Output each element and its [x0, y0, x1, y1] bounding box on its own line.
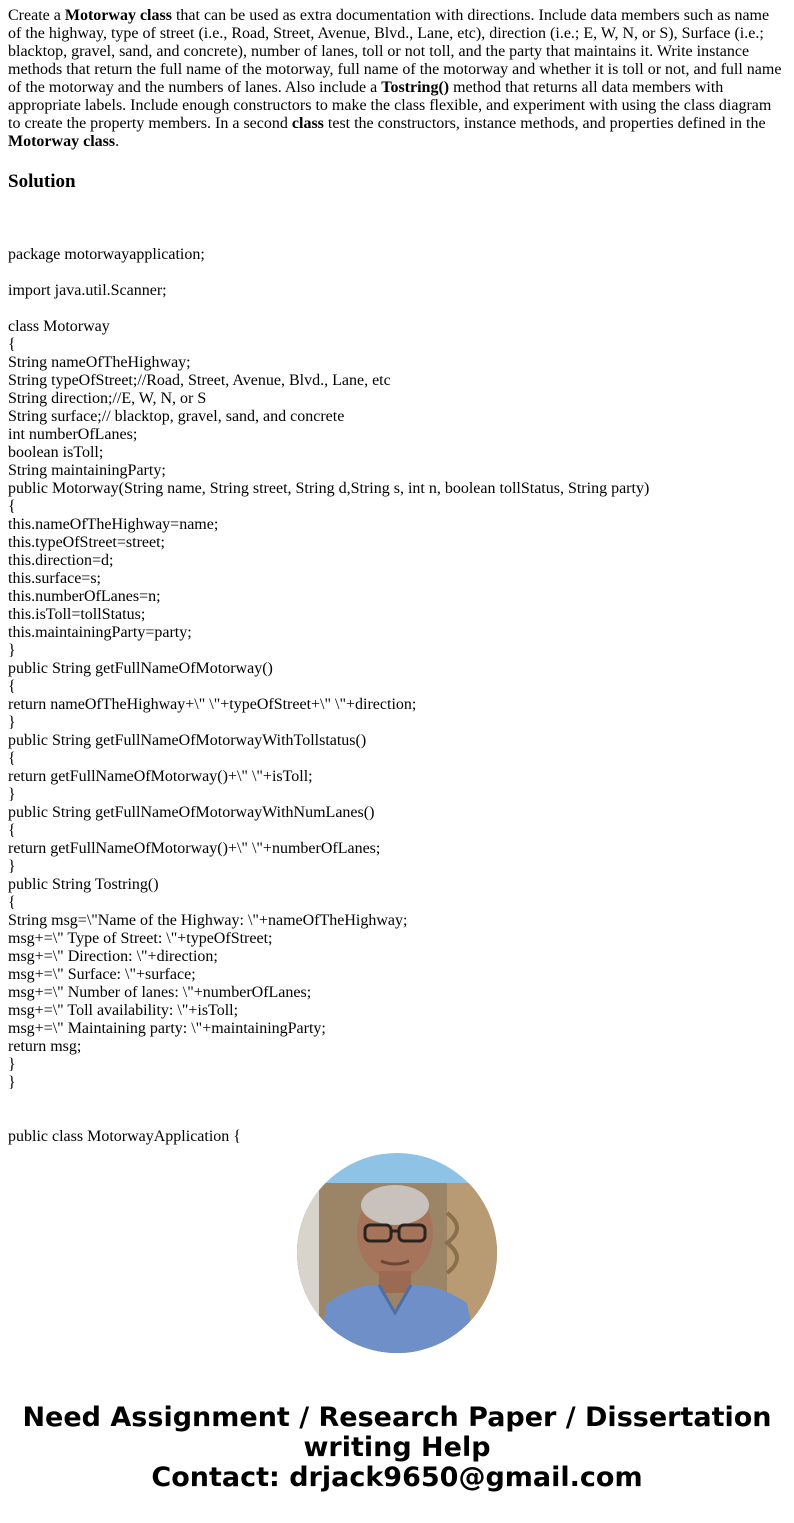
question-text: Create a Motorway class that can be used as extra documentation with directions. Include data members such as name of the highway, type of street (i.e., Road, Street, Avenue, Blvd., Lane, etc), direction (i.e.; E, W, N, or S), Surface (i.e.; blacktop, gravel, sand, and concrete), number of lanes, toll or not toll, and the party that maintains it. Write instance methods that return the full name of the motorway, full name of the motorway and whether it is toll or not, and full name of the motorway and the numbers of lanes. Also include a Tostring() method that returns all data members with appropriate labels. Include enough constructors to make the class flexible, and experiment with using the class diagram to create the property members. In a second class test the constructors, instance methods, and properties defined in the Motorway class. — [8, 7, 782, 150]
code-line: this.typeOfStreet=street; — [8, 534, 165, 551]
code-line: String surface;// blacktop, gravel, sand, and concrete — [8, 408, 345, 425]
code-line — [8, 228, 786, 246]
code-line: public String getFullNameOfMotorway() — [8, 660, 273, 677]
code-line: public String Tostring() — [8, 876, 159, 893]
promo-contact: Contact: drjack9650@gmail.com — [151, 1462, 643, 1493]
code-line: { — [8, 822, 16, 839]
code-line — [8, 1092, 786, 1110]
code-line: msg+=\" Surface: \"+surface; — [8, 966, 196, 983]
avatar — [297, 1153, 497, 1353]
bold-term: class — [291, 115, 324, 132]
bold-term: Motorway class — [8, 133, 116, 150]
code-line: return nameOfTheHighway+\" \"+typeOfStreet+\" \"+direction; — [8, 696, 417, 713]
code-line: String nameOfTheHighway; — [8, 354, 191, 371]
code-line: } — [8, 786, 16, 803]
code-line: class Motorway — [8, 318, 110, 335]
code-line: this.surface=s; — [8, 570, 101, 587]
code-line: this.numberOfLanes=n; — [8, 588, 161, 605]
promo-line: Need Assignment / Research Paper / Dissertation — [22, 1402, 772, 1433]
code-line: } — [8, 1056, 16, 1073]
code-line: String direction;//E, W, N, or S — [8, 390, 207, 407]
person-photo-icon — [297, 1153, 497, 1353]
code-line: this.maintainingParty=party; — [8, 624, 192, 641]
code-line: boolean isToll; — [8, 444, 104, 461]
code-line: this.nameOfTheHighway=name; — [8, 516, 219, 533]
code-line: String msg=\"Name of the Highway: \"+nameOfTheHighway; — [8, 912, 408, 929]
code-line: return msg; — [8, 1038, 82, 1055]
code-line: msg+=\" Number of lanes: \"+numberOfLanes; — [8, 984, 312, 1001]
bold-term: Motorway class — [64, 7, 172, 24]
code-line: msg+=\" Maintaining party: \"+maintainingParty; — [8, 1020, 326, 1037]
code-line: msg+=\" Type of Street: \"+typeOfStreet; — [8, 930, 273, 947]
code-line: msg+=\" Toll availability: \"+isToll; — [8, 1002, 239, 1019]
code-line: package motorwayapplication; — [8, 246, 205, 263]
code-block — [8, 228, 786, 1146]
code-line: import java.util.Scanner; — [8, 282, 167, 299]
code-line: { — [8, 750, 16, 767]
code-line: return getFullNameOfMotorway()+\" \"+numberOfLanes; — [8, 840, 381, 857]
code-line: } — [8, 858, 16, 875]
code-line: msg+=\" Direction: \"+direction; — [8, 948, 218, 965]
code-line: } — [8, 642, 16, 659]
code-line — [8, 300, 786, 318]
code-line: String maintainingParty; — [8, 462, 166, 479]
bold-term: Tostring() — [381, 79, 450, 96]
promo-line: writing Help — [303, 1432, 491, 1463]
code-line: { — [8, 894, 16, 911]
code-line: return getFullNameOfMotorway()+\" \"+isToll; — [8, 768, 313, 785]
solution-heading: Solution — [8, 171, 76, 192]
code-line — [8, 264, 786, 282]
code-line: public Motorway(String name, String street, String d,String s, int n, boolean tollStatus, String party) — [8, 480, 650, 497]
code-line: { — [8, 498, 16, 515]
code-line — [8, 1110, 786, 1128]
code-line: } — [8, 1074, 16, 1091]
code-line: public String getFullNameOfMotorwayWithNumLanes() — [8, 804, 375, 821]
promo-banner — [0, 1403, 794, 1493]
code-line: this.isToll=tollStatus; — [8, 606, 146, 623]
code-line: int numberOfLanes; — [8, 426, 138, 443]
code-line: } — [8, 714, 16, 731]
code-line: { — [8, 678, 16, 695]
code-line: public String getFullNameOfMotorwayWithTollstatus() — [8, 732, 367, 749]
code-line: String typeOfStreet;//Road, Street, Avenue, Blvd., Lane, etc — [8, 372, 391, 389]
code-line: public class MotorwayApplication { — [8, 1128, 241, 1145]
code-line: this.direction=d; — [8, 552, 114, 569]
code-line: { — [8, 336, 16, 353]
